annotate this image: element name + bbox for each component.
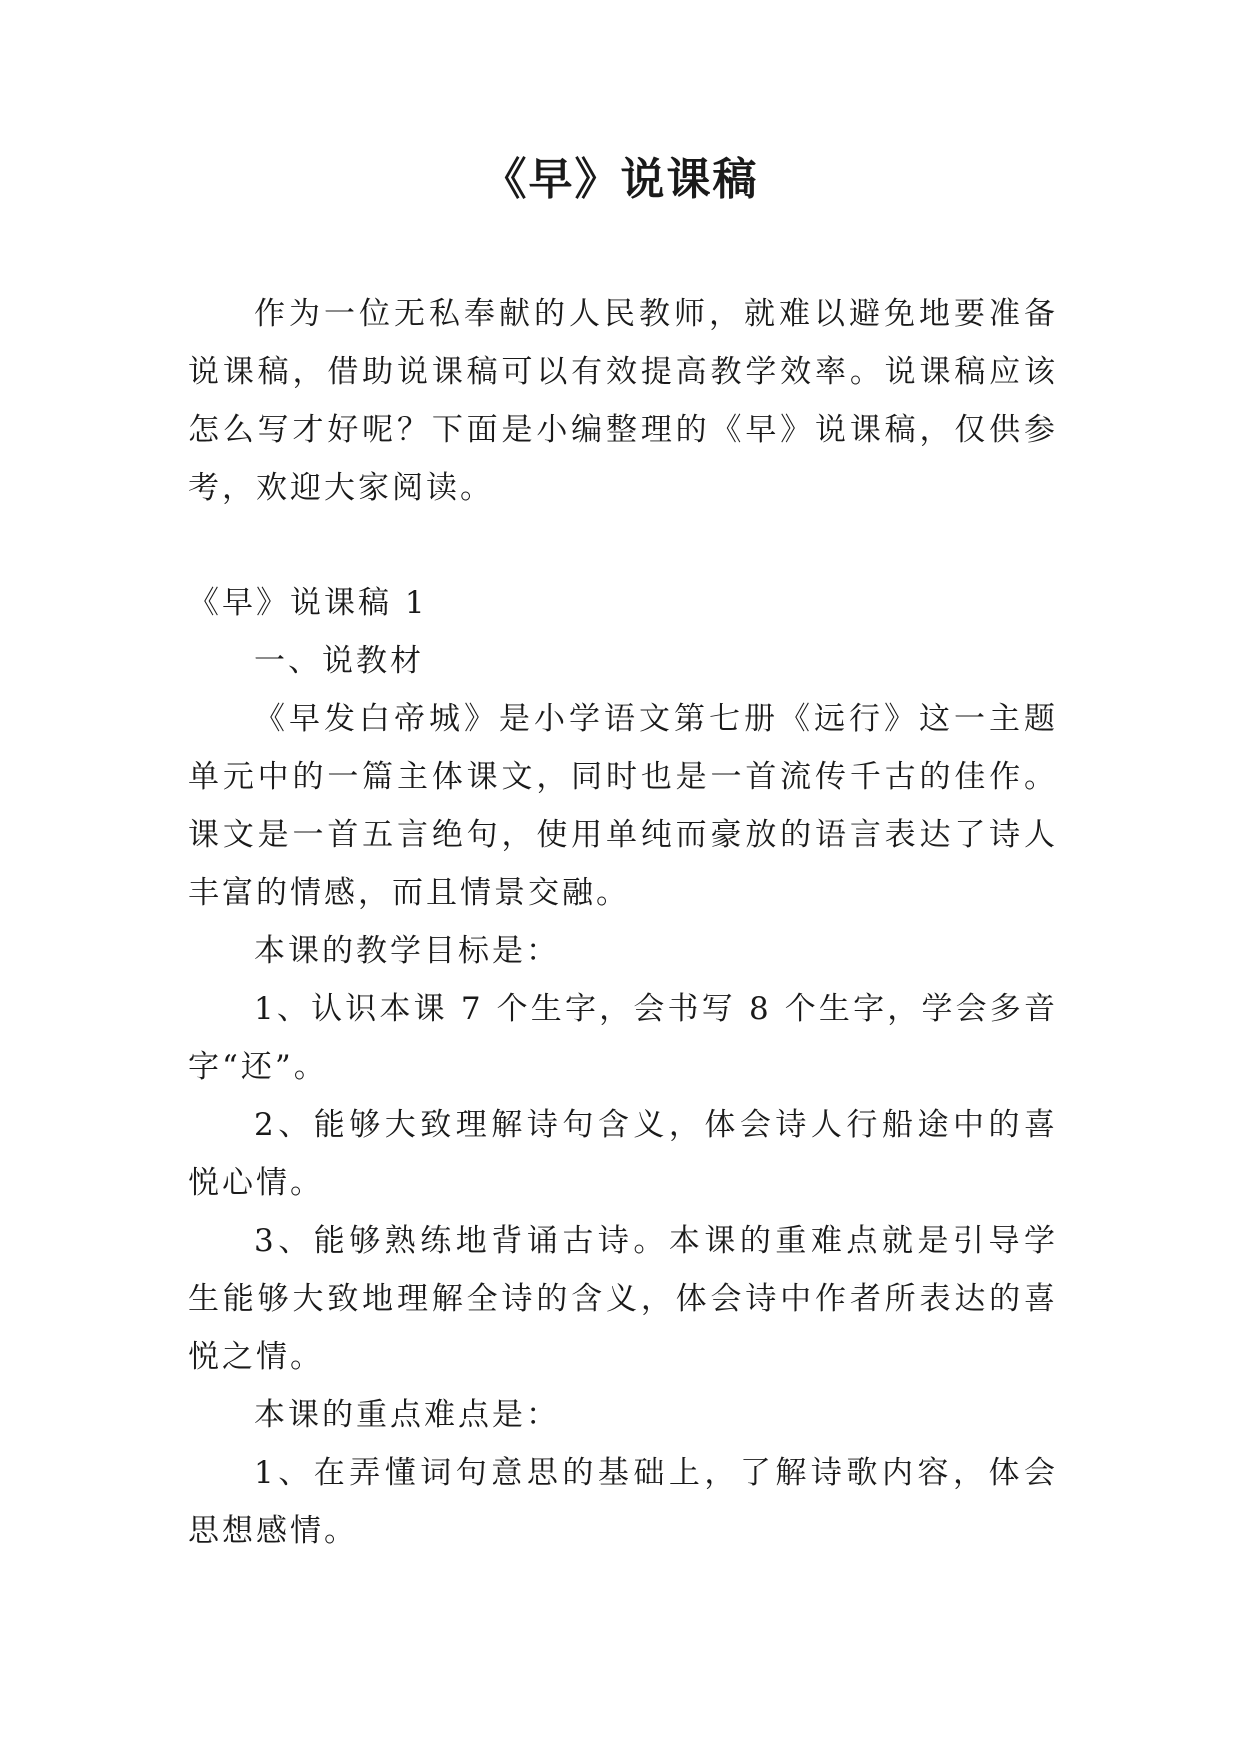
spacer (188, 517, 1058, 574)
intro-paragraph: 作为一位无私奉献的人民教师，就难以避免地要准备说课稿，借助说课稿可以有效提高教学效率。说课稿应该怎么写才好呢？下面是小编整理的《早》说课稿，仅供参考，欢迎大家阅读。 (188, 296, 1058, 506)
paragraph: 2、能够大致理解诗句含义，体会诗人行船途中的喜悦心情。 (188, 1107, 1058, 1201)
document-body (188, 285, 1058, 1560)
paragraph: 一、说教材 (254, 643, 424, 679)
section-heading: 《早》说课稿 1 (188, 585, 428, 621)
document-title: 《早》说课稿 (482, 154, 759, 205)
paragraph: 1、认识本课 7 个生字，会书写 8 个生字，学会多音字“还”。 (188, 991, 1058, 1085)
paragraph: 3、能够熟练地背诵古诗。本课的重难点就是引导学生能够大致地理解全诗的含义，体会诗中作者所表达的喜悦之情。 (188, 1223, 1058, 1375)
paragraph: 本课的重点难点是： (254, 1397, 560, 1433)
paragraph: 《早发白帝城》是小学语文第七册《远行》这一主题单元中的一篇主体课文，同时也是一首流传千古的佳作。课文是一首五言绝句，使用单纯而豪放的语言表达了诗人丰富的情感，而且情景交融。 (188, 701, 1058, 911)
paragraph: 本课的教学目标是： (254, 933, 560, 969)
paragraph: 1、在弄懂词句意思的基础上，了解诗歌内容，体会思想感情。 (188, 1455, 1058, 1549)
